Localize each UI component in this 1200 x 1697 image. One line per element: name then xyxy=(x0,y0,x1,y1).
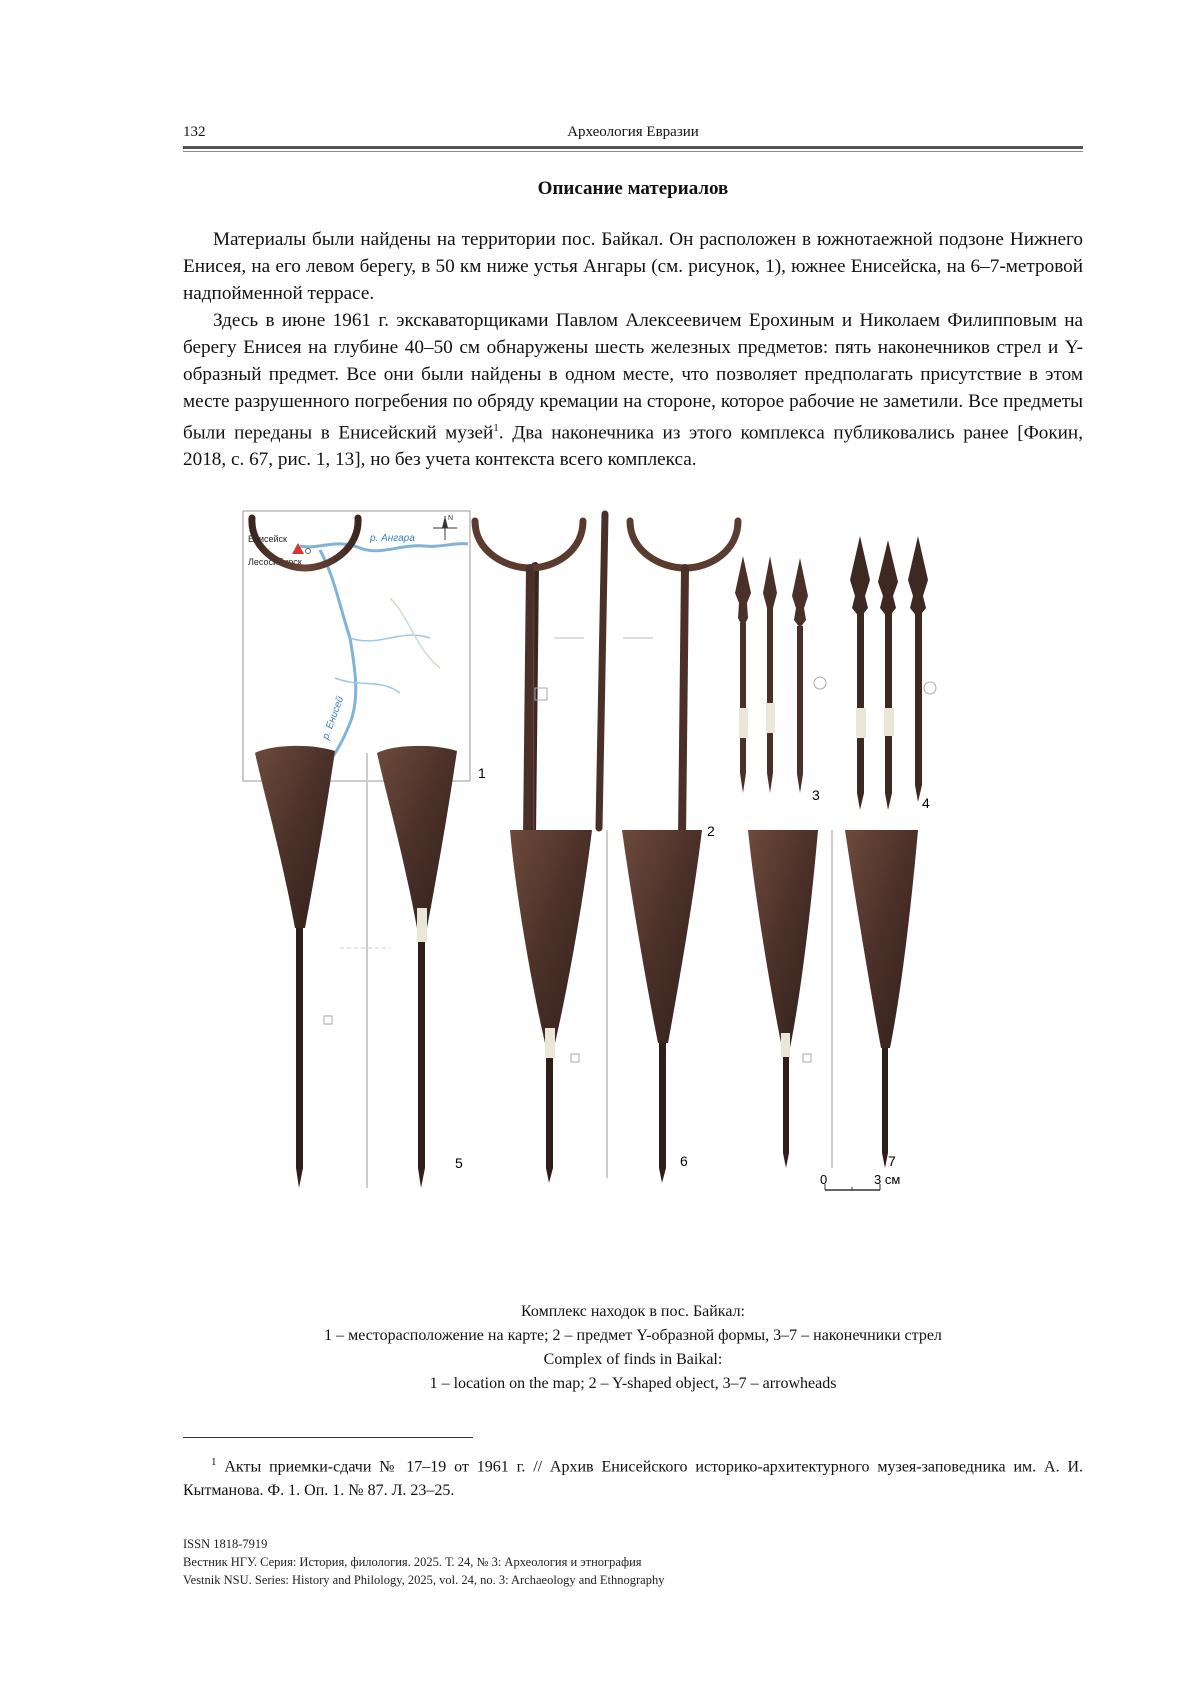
y-object-side xyxy=(599,514,605,828)
fig-number-1: 1 xyxy=(478,765,486,781)
figure xyxy=(240,508,1020,1288)
arrowhead-7-front xyxy=(748,830,818,1168)
arrowhead-5-back xyxy=(377,746,457,1188)
paragraph-2 xyxy=(183,307,1083,473)
header-rule xyxy=(183,146,1083,149)
map-river-angara: р. Ангара xyxy=(370,533,415,544)
scale-zero: 0 xyxy=(820,1172,828,1187)
footnote-text: Акты приемки-сдачи № 17–19 от 1961 г. // Архив Енисейского историко-архитектурного музея-заповедника им. А. И. Кытманова. Ф. 1. Оп. 1. № 87. Л. 23–25. xyxy=(183,1458,1083,1500)
footer-issn: ISSN 1818-7919 xyxy=(183,1537,268,1551)
caption-en-title: Complex of finds in Baikal: xyxy=(543,1351,723,1368)
fig-number-4: 4 xyxy=(922,795,930,811)
map-river-yenisei: р. Енисей xyxy=(320,694,347,742)
footnote xyxy=(183,1450,1083,1503)
arrowhead-4-set xyxy=(850,536,928,810)
caption-ru-title: Комплекс находок в пос. Байкал: xyxy=(521,1303,745,1320)
footnote-ref[interactable]: 1 xyxy=(493,422,499,434)
map-inset xyxy=(243,511,470,781)
figure-caption xyxy=(183,1300,1083,1396)
footer-ru-series: Вестник НГУ. Серия: История, филология. 2025. Т. 24, № 3: Археология и этнография xyxy=(183,1555,642,1569)
fig-number-5: 5 xyxy=(455,1155,463,1171)
footnote-marker: 1 xyxy=(211,1456,217,1468)
fig-number-3: 3 xyxy=(812,787,820,803)
footnote-rule xyxy=(183,1437,473,1438)
section-title: Описание материалов xyxy=(537,178,729,199)
map-city-yeniseisk: Енисейск xyxy=(248,534,287,544)
scale-bar xyxy=(825,1184,880,1190)
page-footer xyxy=(183,1535,1083,1589)
fig-number-2: 2 xyxy=(707,823,715,839)
caption-ru-items: 1 – месторасположение на карте; 2 – предмет Y-образной формы, 3–7 – наконечники стрел xyxy=(324,1327,942,1344)
arrowhead-6-back xyxy=(622,830,702,1183)
y-object-back xyxy=(630,521,738,838)
paragraph-1: Материалы были найдены на территории пос. Байкал. Он расположен в южнотаежной подзоне Нижнего Енисея, на его левом берегу, в 50 км ниже устья Ангары (см. рисунок, 1), южнее Енисейска, на 6–7-метровой надпойменной террасе. xyxy=(183,229,1083,304)
compass-north: N xyxy=(448,515,454,522)
journal-title: Археология Евразии xyxy=(567,124,699,140)
body-text xyxy=(183,226,1083,473)
header-rule-thin xyxy=(183,151,1083,152)
scale-label: 3 см xyxy=(874,1172,901,1187)
caption-en-items: 1 – location on the map; 2 – Y-shaped object, 3–7 – arrowheads xyxy=(429,1375,837,1392)
fig-number-7: 7 xyxy=(888,1153,896,1169)
page-number: 132 xyxy=(183,124,206,140)
footer-en-series: Vestnik NSU. Series: History and Philology, 2025, vol. 24, no. 3: Archaeology and Ethnography xyxy=(183,1573,665,1587)
map-city-lesosibirsk: Лесосибирск xyxy=(248,557,302,567)
paragraph-2-tail: . Два наконечника из этого комплекса публиковались ранее [Фокин, 2018, с. 67, рис. 1, 13], но без учета контекста всего комплекса. xyxy=(183,422,1084,471)
paragraph-2-text: Здесь в июне 1961 г. экскаваторщиками Павлом Алексеевичем Ерохиным и Николаем Филипповым на берегу Енисея на глубине 40–50 см обнаружены шесть железных предметов: пять наконечников стрел и Y-образный предмет. Все они были найдены в одном месте, что позволяет предполагать присутствие в этом месте разрушенного погребения по обряду кремации на стороне, которое рабочие не заметили. Все предметы были переданы в Енисейский музей xyxy=(183,310,1083,444)
arrowhead-7-back xyxy=(845,830,918,1168)
arrowhead-3-set xyxy=(735,556,808,793)
arrowhead-6-front xyxy=(510,830,592,1183)
fig-number-6: 6 xyxy=(680,1153,688,1169)
arrowhead-5-front xyxy=(255,746,335,1188)
